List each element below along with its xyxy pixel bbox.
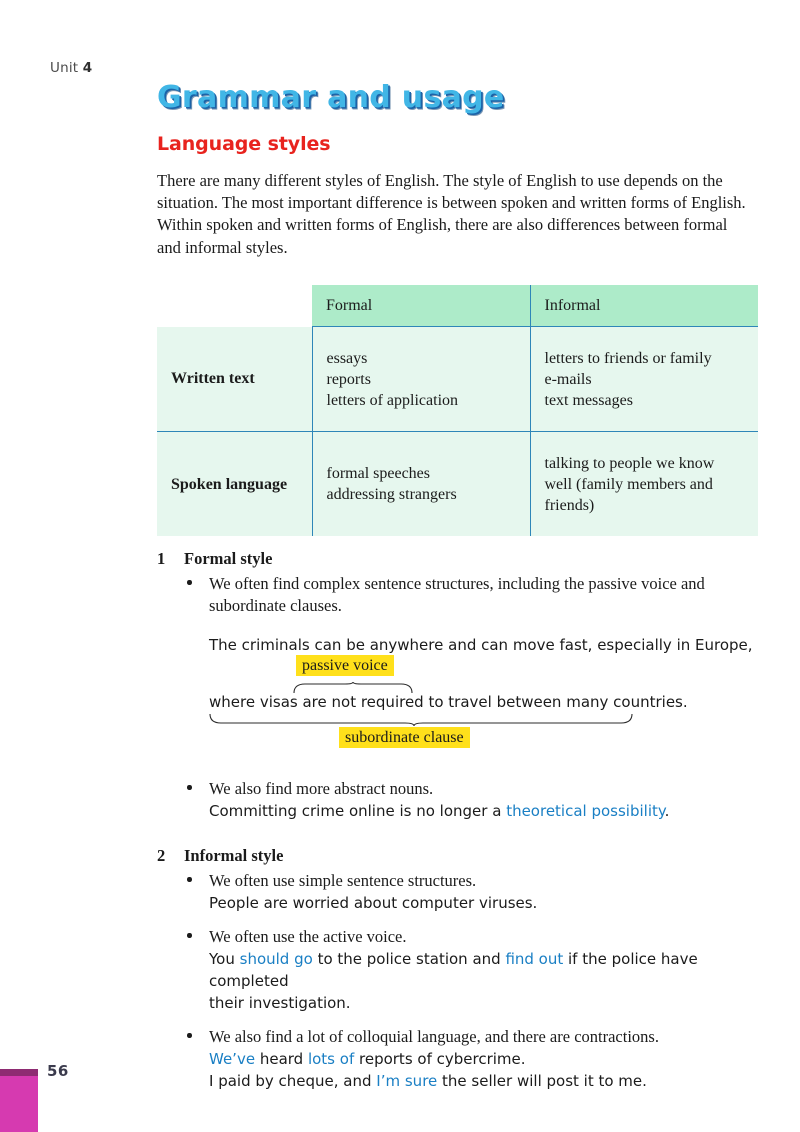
label-passive-voice-wrap (296, 657, 394, 675)
example-sentence (209, 1070, 757, 1092)
cell-line: letters to friends or family (544, 349, 712, 367)
section-informal-style (157, 846, 757, 1092)
example-sentence-line2 (209, 691, 688, 713)
example-text: You (209, 950, 240, 968)
example-sentence (209, 1048, 757, 1070)
cell-spoken-formal (312, 432, 530, 537)
keyword-im-sure: I’m sure (376, 1072, 438, 1090)
table-row (157, 432, 758, 537)
brace-bottom-icon (209, 713, 633, 727)
row-label-spoken-language: Spoken language (157, 432, 312, 537)
example-sentence-line1: The criminals can be anywhere and can move fast, especially in Europe, (209, 636, 753, 654)
section-title-formal: Formal style (184, 549, 273, 568)
label-subordinate-clause-wrap (339, 729, 470, 747)
example-sentence (209, 800, 757, 822)
section-formal-style-bullet2 (157, 778, 757, 822)
table-header-informal: Informal (530, 285, 758, 327)
cell-written-formal (312, 327, 530, 432)
cell-spoken-informal (530, 432, 758, 537)
bullet-dot-icon (187, 785, 192, 790)
keyword-lots-of: lots of (307, 1050, 355, 1068)
bullet-dot-icon (187, 580, 192, 585)
bullet-item (157, 926, 757, 1014)
example-text: if the police have completed (209, 950, 698, 990)
table-row (157, 327, 758, 432)
unit-label (50, 60, 92, 76)
highlight-subordinate-clause: subordinate clause (339, 727, 470, 748)
keyword-should-go: should go (239, 950, 313, 968)
example-text: the seller will post it to me. (437, 1072, 647, 1090)
cell-line: letters of application (326, 391, 459, 409)
cell-line: e-mails (544, 370, 592, 388)
cell-line: reports (326, 370, 371, 388)
page-edge-tab (0, 1069, 38, 1132)
example-text: reports of cybercrime. (354, 1050, 526, 1068)
annotated-example (157, 655, 757, 765)
cell-line: text messages (544, 391, 633, 409)
section-heading: Language styles (157, 133, 331, 155)
example-text: People are worried about computer viruses. (209, 894, 538, 912)
cell-line: talking to people we know (544, 454, 715, 472)
unit-number: 4 (82, 60, 93, 76)
keyword-find-out: find out (505, 950, 564, 968)
bullet-dot-icon (187, 877, 192, 882)
bullet-item (157, 778, 757, 822)
example-sentence (209, 948, 757, 992)
table-header-row (157, 285, 758, 327)
bullet-line: We also find a lot of colloquial language, and there are contractions. (209, 1027, 659, 1046)
example-text-passive: are not required (302, 693, 424, 711)
cell-line: friends) (544, 496, 595, 514)
section-formal-style (157, 549, 757, 656)
table-header-formal: Formal (312, 285, 530, 327)
cell-written-informal (530, 327, 758, 432)
row-label-written-text: Written text (157, 327, 312, 432)
example-text-post: . (664, 802, 670, 820)
bullet-dot-icon (187, 933, 192, 938)
example-text-post: to travel between many countries. (423, 693, 688, 711)
cell-line: addressing strangers (326, 486, 457, 503)
section-number: 1 (157, 549, 166, 568)
intro-paragraph: There are many different styles of English. The style of English to use depends on the situation. The most important difference is between spoken and written forms of English. Within spoken and written forms of English, there are also differences between formal and informal styles. (157, 171, 746, 257)
cell-line: well (family members and (544, 475, 713, 493)
bullet-line: We often find complex sentence structures, including the passive voice and (209, 574, 705, 593)
example-text: to the police station and (312, 950, 506, 968)
example-text: heard (255, 1050, 308, 1068)
example-sentence (209, 892, 757, 914)
section-title-informal: Informal style (184, 846, 284, 865)
section-number: 2 (157, 846, 166, 865)
example-text-pre: Committing crime online is no longer a (209, 802, 507, 820)
page-title: Grammar and usage (157, 80, 505, 115)
table-header-blank (157, 285, 312, 327)
bullet-dot-icon (187, 1033, 192, 1038)
bullet-line: We often use simple sentence structures. (209, 871, 477, 890)
page-edge-tab-cap (0, 1069, 38, 1076)
keyword-theoretical-possibility: theoretical possibility (506, 802, 665, 820)
bullet-line: We often use the active voice. (209, 927, 407, 946)
bullet-line: subordinate clauses. (209, 596, 342, 615)
page-number: 56 (47, 1062, 69, 1080)
example-text: I paid by cheque, and (209, 1072, 377, 1090)
keyword-weve: We’ve (209, 1050, 256, 1068)
unit-prefix: Unit (50, 60, 79, 76)
bullet-item (157, 573, 757, 617)
cell-line: formal speeches (326, 465, 431, 482)
bullet-line: We also find more abstract nouns. (209, 779, 434, 798)
bullet-item (157, 1026, 757, 1092)
language-styles-table (157, 285, 758, 536)
highlight-passive-voice: passive voice (296, 655, 394, 676)
cell-line: essays (326, 349, 368, 367)
example-text-pre: where visas (209, 693, 303, 711)
example-sentence-cont: their investigation. (209, 994, 351, 1012)
bullet-item (157, 870, 757, 914)
